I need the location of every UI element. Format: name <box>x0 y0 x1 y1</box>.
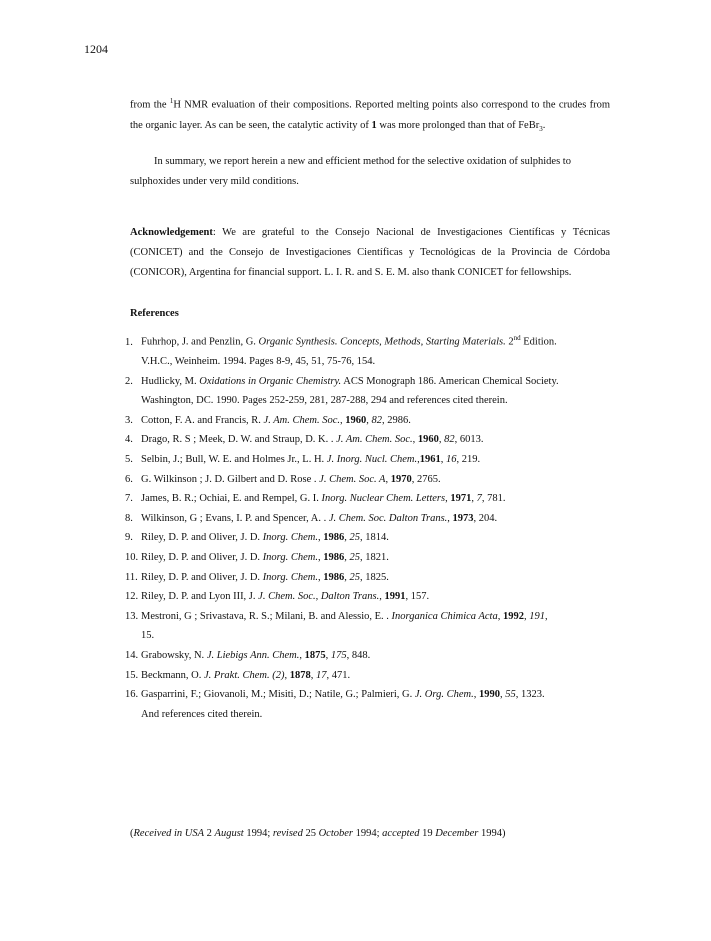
reference-item: 15. Beckmann, O. J. Prakt. Chem. (2), 1878, 17, 471. <box>125 669 351 681</box>
reference-item: 10. Riley, D. P. and Oliver, J. D. Inorg. Chem., 1986, 25, 1821. <box>125 552 389 564</box>
reference-item: 13. Mestroni, G ; Srivastava, R. S.; Milani, B. and Alessio, E. . Inorganica Chimica Acta, 1992, 191, 15. <box>125 610 548 642</box>
page-number: 1204 <box>84 42 108 56</box>
reference-item: 9. Riley, D. P. and Oliver, J. D. Inorg. Chem., 1986, 25, 1814. <box>125 532 389 544</box>
reference-item: 4. Drago, R. S ; Meek, D. W. and Straup, D. K. . J. Am. Chem. Soc., 1960, 82, 6013. <box>125 434 484 446</box>
reference-item: 11. Riley, D. P. and Oliver, J. D. Inorg. Chem., 1986, 25, 1825. <box>125 571 389 583</box>
reference-item: 3. Cotton, F. A. and Francis, R. J. Am. Chem. Soc., 1960, 82, 2986. <box>125 414 411 426</box>
reference-item: 16. Gasparrini, F.; Giovanoli, M.; Misiti, D.; Natile, G.; Palmieri, G. J. Org. Chem., 1990, 55, 1323. And references cited therein. <box>125 689 545 720</box>
reference-item: 1. Fuhrhop, J. and Penzlin, G. Organic Synthesis. Concepts, Methods, Starting Materials. 2nd Edition. V.H.C., Weinheim. 1994. Pages 8-9, 45, 51, 75-76, 154. <box>125 334 557 368</box>
reference-item: 2. Hudlicky, M. Oxidations in Organic Chemistry. ACS Monograph 186. American Chemical Society. Washington, DC. 1990. Pages 252-259, 281, 287-288, 294 and references cited therein. <box>125 375 559 407</box>
reference-item: 6. G. Wilkinson ; J. D. Gilbert and D. Rose . J. Chem. Soc. A, 1970, 2765. <box>125 473 441 485</box>
reference-item: 12. Riley, D. P. and Lyon III, J. J. Chem. Soc., Dalton Trans., 1991, 157. <box>125 591 430 603</box>
acknowledgement: Acknowledgement: We are grateful to the Consejo Nacional de Investigaciones Científicas y Técnicas (CONICET) and the Consejo de Investigaciones Científicas y Tecnológicas de la Provincia de Córdoba (CONICOR), Argentina for financial support. L. I. R. and S. E. M. also thank CONICET for fellowships. <box>130 227 610 278</box>
body-paragraph: from the $^1$H NMR evaluation of their compositions. Reported melting points also correspond to the crudes from the organic layer. As can be seen, the catalytic activity of 1 was more prolonged than that of FeBr$_3$. <box>130 97 610 133</box>
reference-item: 8. Wilkinson, G ; Evans, I. P. and Spencer, A. . J. Chem. Soc. Dalton Trans., 1973, 204. <box>125 512 498 524</box>
received-dates: (Received in USA 2 August 1994; revised 25 October 1994; accepted 19 December 1994) <box>130 828 506 839</box>
reference-item: 7. James, B. R.; Ochiai, E. and Rempel, G. I. Inorg. Nuclear Chem. Letters, 1971, 7, 781. <box>125 493 506 505</box>
reference-item: 5. Selbin, J.; Bull, W. E. and Holmes Jr., L. H. J. Inorg. Nucl. Chem.,1961, 16, 219. <box>125 454 481 466</box>
reference-item: 14. Grabowsky, N. J. Liebigs Ann. Chem., 1875, 175, 848. <box>125 650 371 661</box>
references-list <box>125 329 615 724</box>
references-heading: References <box>130 308 179 319</box>
summary-paragraph: In summary, we report herein a new and efficient method for the selective oxidation of sulphides to sulphoxides under very mild conditions. <box>130 156 571 187</box>
